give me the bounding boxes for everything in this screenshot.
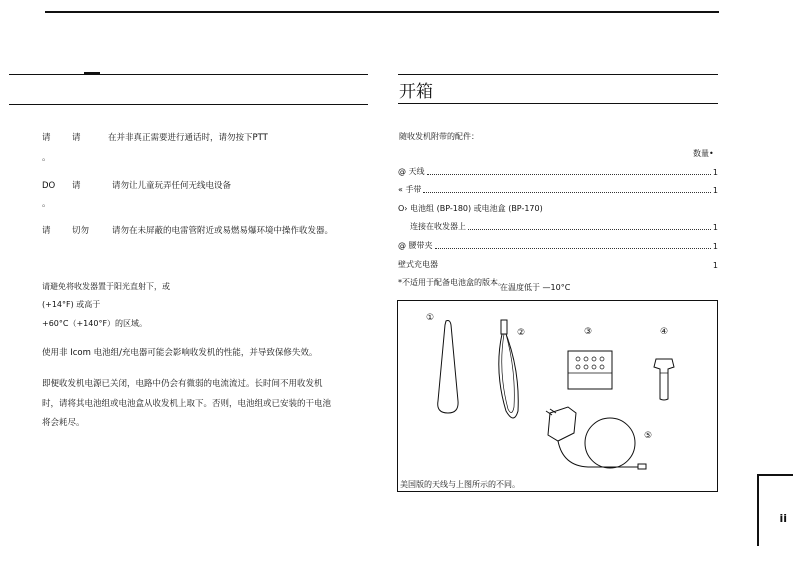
caution-drain-line-3: 将会耗尽。 <box>42 418 85 428</box>
warning-1-col2: 请 <box>72 133 81 143</box>
accessory-qty: 1 <box>712 223 718 232</box>
accessory-label: 连接在收发器上 <box>410 222 466 231</box>
leader-dots <box>427 174 711 175</box>
figure-number-2: ② <box>517 328 526 338</box>
warning-1-dot: 。 <box>42 153 51 163</box>
battery-pack-icon <box>568 351 612 389</box>
accessory-label: @ 天线 <box>398 167 425 176</box>
leader-dots <box>435 248 711 249</box>
left-header-mark <box>84 72 100 74</box>
accessory-item-antenna <box>398 167 718 177</box>
antenna-icon <box>438 321 458 414</box>
accessory-label: @ 腰带夹 <box>398 241 433 250</box>
figure-number-4: ④ <box>660 327 669 337</box>
wall-charger-icon <box>546 407 646 469</box>
accessory-label: 壁式充电器 <box>398 260 438 269</box>
accessory-item-belt-clip <box>398 241 718 251</box>
accessory-item-strap <box>398 185 718 195</box>
warning-3-col2: 切勿 <box>72 226 90 236</box>
top-rule <box>45 11 719 13</box>
page-tab <box>757 474 793 546</box>
quantity-header: 数量• <box>693 149 714 158</box>
figure-number-3: ③ <box>584 327 593 337</box>
accessory-qty: 1 <box>712 186 718 195</box>
leader-dots <box>468 229 711 230</box>
accessory-qty: 1 <box>712 261 718 270</box>
warning-3-col1: 请 <box>42 226 51 236</box>
section-title: 开箱 <box>399 82 433 102</box>
right-header-rule-top <box>398 74 718 75</box>
leader-dots <box>423 192 710 193</box>
caution-line-2: (+14°F) 或高于 <box>42 300 101 309</box>
caution-line-3: +60°C（+140°F）的区域。 <box>42 319 148 328</box>
right-header-rule-bottom <box>398 103 718 104</box>
left-header-rule-bottom <box>9 104 368 105</box>
warning-2-dot: 。 <box>42 199 51 209</box>
warning-2-col1: DO <box>42 181 56 191</box>
accessory-item-wall-charger <box>398 260 718 270</box>
footnote: *不适用于配备电池盒的版本。 <box>398 278 506 287</box>
caution-drain-line-2: 时，请将其电池组或电池盒从收发机上取下。否则，电池组或已安装的干电池 <box>42 399 332 409</box>
belt-clip-icon <box>654 359 674 400</box>
warning-2-col2: 请 <box>72 181 81 191</box>
accessory-label: « 手带 <box>398 185 422 194</box>
page-number: ii <box>779 512 787 525</box>
left-header-rule-top <box>9 74 368 75</box>
accessory-item-battery: O› 电池组 (BP-180) 或电池盒 (BP-170) <box>398 204 543 213</box>
hand-strap-icon <box>499 320 518 418</box>
figure-number-5: ⑤ <box>644 431 653 441</box>
accessory-qty: 1 <box>712 168 718 177</box>
figure-caption: 美国版的天线与上图所示的不同。 <box>400 480 520 489</box>
warning-2-text: 请勿让儿童玩弄任何无线电设备 <box>112 181 232 191</box>
temperature-note: 在温度低于 —10°C <box>500 283 571 292</box>
warning-3-text: 请勿在未屏蔽的电雷管附近或易燃易爆环境中操作收发器。 <box>112 226 334 236</box>
figure-number-1: ① <box>426 313 435 323</box>
caution-line-1: 请避免将收发器置于阳光直射下，或 <box>42 282 170 291</box>
accessory-qty: 1 <box>712 242 718 251</box>
warning-1-col1: 请 <box>42 133 51 143</box>
accessories-illustration <box>398 301 717 491</box>
accessories-figure <box>397 300 718 492</box>
caution-battery-para: 使用非 Icom 电池组/充电器可能会影响收发机的性能，并导致保修失效。 <box>42 348 318 358</box>
warning-1-text: 在并非真正需要进行通话时，请勿按下PTT <box>108 133 268 143</box>
accessories-intro: 随收发机附带的配件： <box>399 132 479 141</box>
accessory-item-battery-attached <box>410 222 718 232</box>
caution-drain-line-1: 即便收发机电源已关闭，电路中仍会有微弱的电流流过。长时间不用收发机 <box>42 379 323 389</box>
